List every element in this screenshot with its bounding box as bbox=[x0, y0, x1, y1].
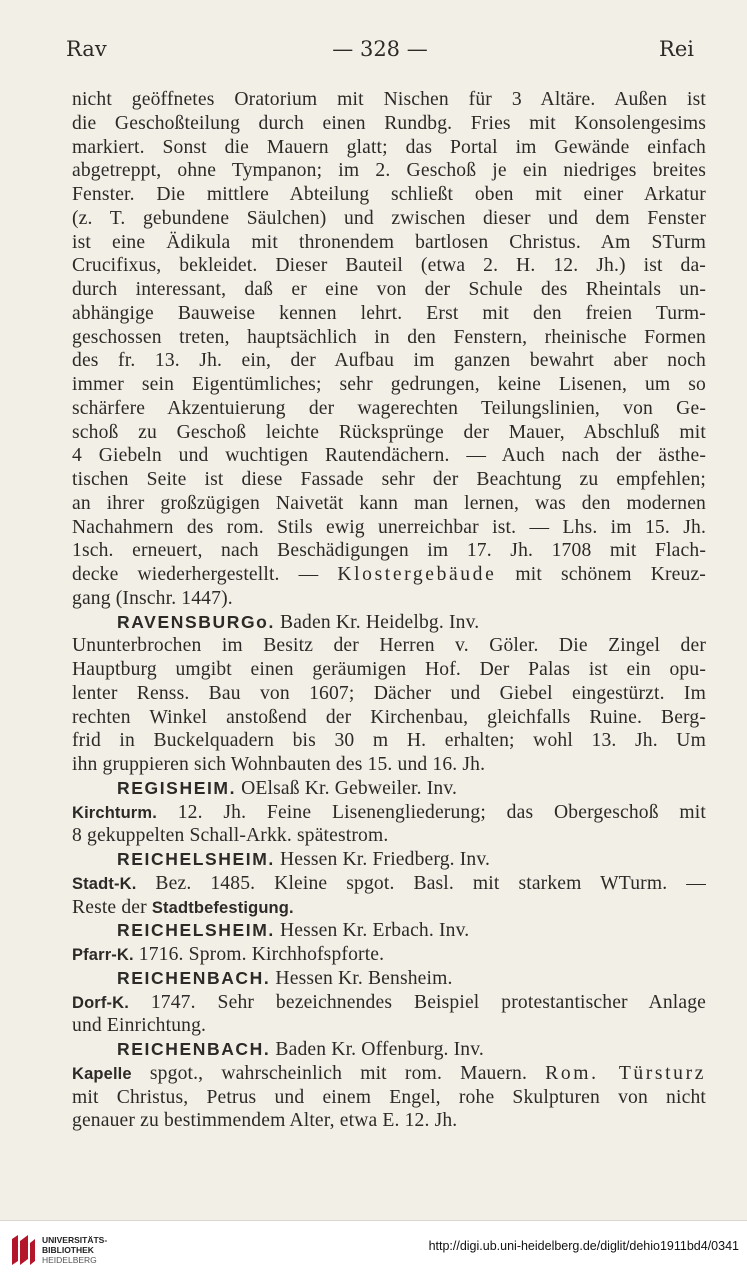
text-line-rest: 12. Jh. Feine Lisenengliederung; das Obergeschoß mit bbox=[156, 801, 706, 823]
text-line: geschossen treten, hauptsächlich in den Fenstern, rheinische Formen bbox=[72, 326, 706, 348]
text-line: Fenster. Die mittlere Abteilung schließt oben mit einer Arkatur bbox=[72, 184, 706, 205]
page-number: — 328 — bbox=[332, 37, 428, 61]
place-location: Baden Kr. Offenburg. Inv. bbox=[270, 1039, 484, 1060]
place-name: REICHELSHEIM. bbox=[117, 920, 275, 941]
spaced-term-klostergebaeude: Klostergebäude bbox=[337, 564, 497, 585]
place-name: REICHENBACH. bbox=[117, 1039, 271, 1059]
running-header bbox=[66, 33, 694, 67]
text-line: immer sein Eigentümliches; sehr gedrungen, keine Lisenen, um so bbox=[72, 374, 706, 395]
header-right-keyword: Rei bbox=[659, 37, 694, 61]
building-keyword: Stadt-K. bbox=[72, 874, 137, 893]
text-line: 4 Giebeln und wuchtigen Rautendächern. — Auch nach der ästhe- bbox=[72, 445, 706, 467]
text-line: Crucifixus, bekleidet. Dieser Bauteil (etwa 2. H. 12. Jh.) ist da- bbox=[72, 255, 706, 277]
text-line: tischen Seite ist diese Fassade sehr der Beachtung zu empfehlen; bbox=[72, 469, 706, 490]
place-location: Hessen Kr. Bensheim. bbox=[270, 967, 453, 989]
text-line: abgetreppt, ohne Tympanon; im 2. Geschoß je ein niedriges breites bbox=[72, 160, 706, 182]
building-keyword: Kirchturm. bbox=[72, 803, 157, 822]
text-line-rest: 1747. Sehr bezeichnendes Beispiel protestantischer Anlage bbox=[128, 991, 706, 1013]
text-line: ihn gruppieren sich Wohnbauten des 15. und 16. Jh. bbox=[72, 754, 486, 775]
text-line: lenter Renss. Bau von 1607; Dächer und Giebel eingestürzt. Im bbox=[72, 682, 706, 704]
text-line bbox=[72, 872, 706, 896]
place-location: OElsaß Kr. Gebweiler. Inv. bbox=[236, 777, 458, 799]
building-keyword: Pfarr-K. bbox=[72, 946, 134, 964]
place-name: RAVENSBURG bbox=[117, 611, 257, 632]
text-line-start: Reste der bbox=[72, 896, 152, 918]
digitization-footer bbox=[0, 1220, 747, 1277]
text-line bbox=[72, 991, 706, 1015]
text-line-rest: spgot., wahrscheinlich mit rom. Mauern. bbox=[131, 1062, 546, 1084]
text-line-start: decke wiederhergestellt. — bbox=[72, 564, 338, 585]
place-mark: o. bbox=[256, 611, 275, 632]
text-line: Hauptburg umgibt einen geräumigen Hof. Der Palas ist ein opu- bbox=[72, 659, 706, 680]
entry-heading-regisheim bbox=[72, 777, 706, 801]
text-line: Nachahmern des rom. Stils ewig unerreichbar ist. — Lhs. im 15. Jh. bbox=[72, 516, 706, 538]
spaced-term-tuersturz: Rom. Türsturz bbox=[545, 1062, 706, 1084]
text-line bbox=[72, 943, 706, 967]
place-location: Hessen Kr. Erbach. Inv. bbox=[274, 920, 470, 942]
entry-heading-reichelsheim-friedberg bbox=[72, 848, 706, 872]
text-line: 1sch. erneuert, nach Beschädigungen im 17. Jh. 1708 mit Flach- bbox=[72, 540, 706, 562]
text-line: ist eine Ädikula mit thronendem bartlosen Christus. Am STurm bbox=[72, 231, 706, 253]
text-line bbox=[72, 563, 706, 587]
text-line-rest: 1716. Sprom. Kirchhofspforte. bbox=[133, 944, 385, 965]
header-left-keyword: Rav bbox=[66, 37, 107, 61]
library-logo-icon bbox=[8, 1231, 38, 1267]
text-line bbox=[72, 1062, 706, 1086]
place-location: Baden Kr. Heidelbg. Inv. bbox=[274, 611, 480, 633]
text-line bbox=[72, 896, 706, 920]
library-name-line: BIBLIOTHEK bbox=[42, 1245, 94, 1255]
building-keyword: Dorf-K. bbox=[72, 993, 129, 1012]
entry-heading-reichelsheim-erbach bbox=[72, 919, 706, 943]
place-name: REICHELSHEIM. bbox=[117, 849, 275, 869]
building-keyword: Stadtbefestigung. bbox=[151, 898, 294, 917]
text-line-rest: Bez. 1485. Kleine spgot. Basl. mit starkem WTurm. — bbox=[136, 872, 706, 894]
text-line: 8 gekuppelten Schall-Arkk. spätestrom. bbox=[72, 825, 389, 847]
text-line: frid in Buckelquadern bis 30 m H. erhalten; wohl 13. Jh. Um bbox=[72, 730, 706, 752]
entry-heading-reichenbach-offenburg bbox=[72, 1038, 706, 1062]
permalink-url[interactable]: http://digi.ub.uni-heidelberg.de/diglit/dehio1911bd4/0341 bbox=[428, 1239, 739, 1253]
text-line bbox=[72, 801, 706, 825]
text-line: abhängige Bauweise kennen lehrt. Erst mit den freien Turm- bbox=[72, 302, 706, 324]
text-line-end: mit schönem Kreuz- bbox=[496, 564, 706, 585]
text-line: gang (Inschr. 1447). bbox=[72, 587, 233, 609]
building-keyword: Kapelle bbox=[72, 1064, 132, 1083]
text-line: genauer zu bestimmendem Alter, etwa E. 12. Jh. bbox=[72, 1110, 458, 1132]
entry-heading-ravensburg bbox=[72, 611, 706, 635]
text-line: die Geschoßteilung durch einen Rundbg. Fries mit Konsolengesims bbox=[72, 112, 706, 134]
library-name bbox=[42, 1235, 107, 1265]
place-location: Hessen Kr. Friedberg. Inv. bbox=[274, 849, 491, 870]
text-line: markiert. Sonst die Mauern glatt; das Portal im Gewände einfach bbox=[72, 136, 706, 158]
text-line: und Einrichtung. bbox=[72, 1015, 207, 1037]
text-line: schoß zu Geschoß leichte Rücksprünge der Mauer, Abschluß mit bbox=[72, 421, 706, 443]
library-name-line: UNIVERSITÄTS- bbox=[42, 1235, 108, 1245]
place-name: REICHENBACH. bbox=[117, 967, 271, 988]
text-line: des fr. 13. Jh. ein, der Aufbau im ganzen bewahrt aber noch bbox=[72, 350, 706, 372]
text-line: rechten Winkel anstoßend der Kirchenbau, gleichfalls Ruine. Berg- bbox=[72, 706, 706, 728]
text-line: mit Christus, Petrus und einem Engel, rohe Skulpturen von nicht bbox=[72, 1086, 706, 1108]
text-line: durch interessant, daß er eine von der Schule des Rheintals un- bbox=[72, 279, 706, 300]
text-line: (z. T. gebundene Säulchen) und zwischen dieser und dem Fenster bbox=[72, 207, 706, 229]
text-line: Ununterbrochen im Besitz der Herren v. Göler. Die Zingel der bbox=[72, 635, 706, 657]
text-line: nicht geöffnetes Oratorium mit Nischen für 3 Altäre. Außen ist bbox=[72, 89, 706, 110]
body-text bbox=[72, 88, 706, 1133]
text-line: an ihrer großzügigen Naivetät kann man lernen, was den modernen bbox=[72, 492, 706, 514]
entry-heading-reichenbach-bensheim bbox=[72, 967, 706, 991]
place-name: REGISHEIM. bbox=[117, 777, 237, 798]
library-name-line: HEIDELBERG bbox=[42, 1255, 97, 1265]
text-line: schärfere Akzentuierung der wagerechten Teilungslinien, von Ge- bbox=[72, 397, 706, 419]
